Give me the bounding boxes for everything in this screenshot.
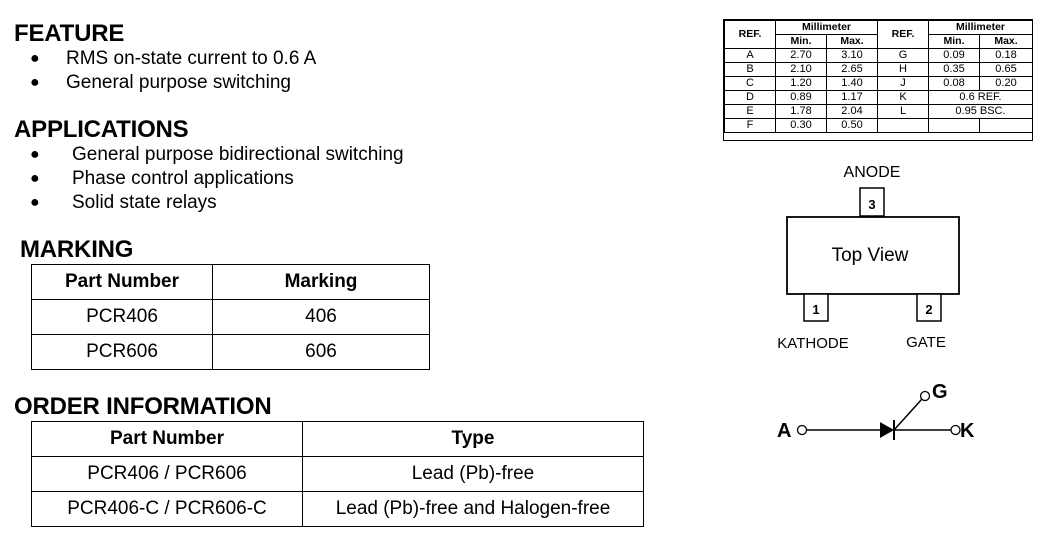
gate-terminal-icon <box>921 392 930 401</box>
list-item: ● Solid state relays <box>30 192 217 213</box>
table-row <box>32 492 644 527</box>
min-header: Min. <box>776 35 827 49</box>
table-row <box>32 335 430 370</box>
max-header: Max. <box>827 35 878 49</box>
table-header-row <box>32 265 430 300</box>
table-row: E 1.78 2.04 L 0.95 BSC. <box>725 105 1033 119</box>
table-header-row <box>32 422 644 457</box>
unit-header: Millimeter <box>929 21 1033 35</box>
diode-arrow-icon <box>880 422 894 438</box>
table-row: D 0.89 1.17 K 0.6 REF. <box>725 91 1033 105</box>
feature-heading: FEATURE <box>14 20 125 47</box>
column-header: Part Number <box>32 422 303 457</box>
applications-heading: APPLICATIONS <box>14 116 189 143</box>
ref-header: REF. <box>725 21 776 49</box>
table-row: A 2.70 3.10 G 0.09 0.18 <box>725 49 1033 63</box>
order-heading: ORDER INFORMATION <box>14 393 272 420</box>
marking-heading: MARKING <box>20 236 134 263</box>
pin-3-number: 3 <box>868 197 876 212</box>
table-cell: 406 <box>213 300 430 335</box>
marking-table <box>31 264 430 370</box>
table-cell: PCR606 <box>32 335 213 370</box>
table-cell: Lead (Pb)-free and Halogen-free <box>303 492 644 527</box>
list-item: ● General purpose switching <box>30 72 291 93</box>
feature-list <box>30 47 316 95</box>
bullet-icon: ● <box>30 194 40 211</box>
table-row <box>32 300 430 335</box>
gate-terminal-label: G <box>932 381 948 403</box>
table-cell: 606 <box>213 335 430 370</box>
applications-list <box>30 143 404 215</box>
package-diagram <box>760 155 990 365</box>
bullet-icon: ● <box>30 74 40 91</box>
kathode-terminal-label: K <box>960 420 975 442</box>
table-row: B 2.10 2.65 H 0.35 0.65 <box>725 63 1033 77</box>
order-table <box>31 421 644 527</box>
max-header: Max. <box>980 35 1033 49</box>
table-row: C 1.20 1.40 J 0.08 0.20 <box>725 77 1033 91</box>
min-header: Min. <box>929 35 980 49</box>
thyristor-symbol <box>770 378 990 453</box>
table-cell: PCR406 <box>32 300 213 335</box>
gate-lead <box>894 399 922 430</box>
bullet-icon: ● <box>30 170 40 187</box>
bullet-icon: ● <box>30 50 40 67</box>
list-item: ● RMS on-state current to 0.6 A <box>30 48 317 69</box>
bullet-icon: ● <box>30 146 40 163</box>
pin-2-number: 2 <box>925 302 933 317</box>
table-cell: PCR406 / PCR606 <box>32 457 303 492</box>
list-item: ● General purpose bidirectional switching <box>30 144 404 165</box>
list-item: ● Phase control applications <box>30 168 294 189</box>
table-cell: Lead (Pb)-free <box>303 457 644 492</box>
table-cell: PCR406-C / PCR606-C <box>32 492 303 527</box>
anode-terminal-icon <box>798 426 807 435</box>
anode-label: ANODE <box>843 164 901 181</box>
column-header: Type <box>303 422 644 457</box>
ref-header: REF. <box>878 21 929 49</box>
top-view-label: Top View <box>831 245 909 266</box>
kathode-label: KATHODE <box>777 335 849 352</box>
dimensions-table <box>724 20 1033 133</box>
pin-1-number: 1 <box>812 302 820 317</box>
table-row: F 0.30 0.50 <box>725 119 1033 133</box>
unit-header: Millimeter <box>776 21 878 35</box>
kathode-terminal-icon <box>951 426 960 435</box>
column-header: Marking <box>213 265 430 300</box>
anode-terminal-label: A <box>777 420 792 442</box>
column-header: Part Number <box>32 265 213 300</box>
table-row <box>32 457 644 492</box>
gate-label: GATE <box>906 334 946 351</box>
